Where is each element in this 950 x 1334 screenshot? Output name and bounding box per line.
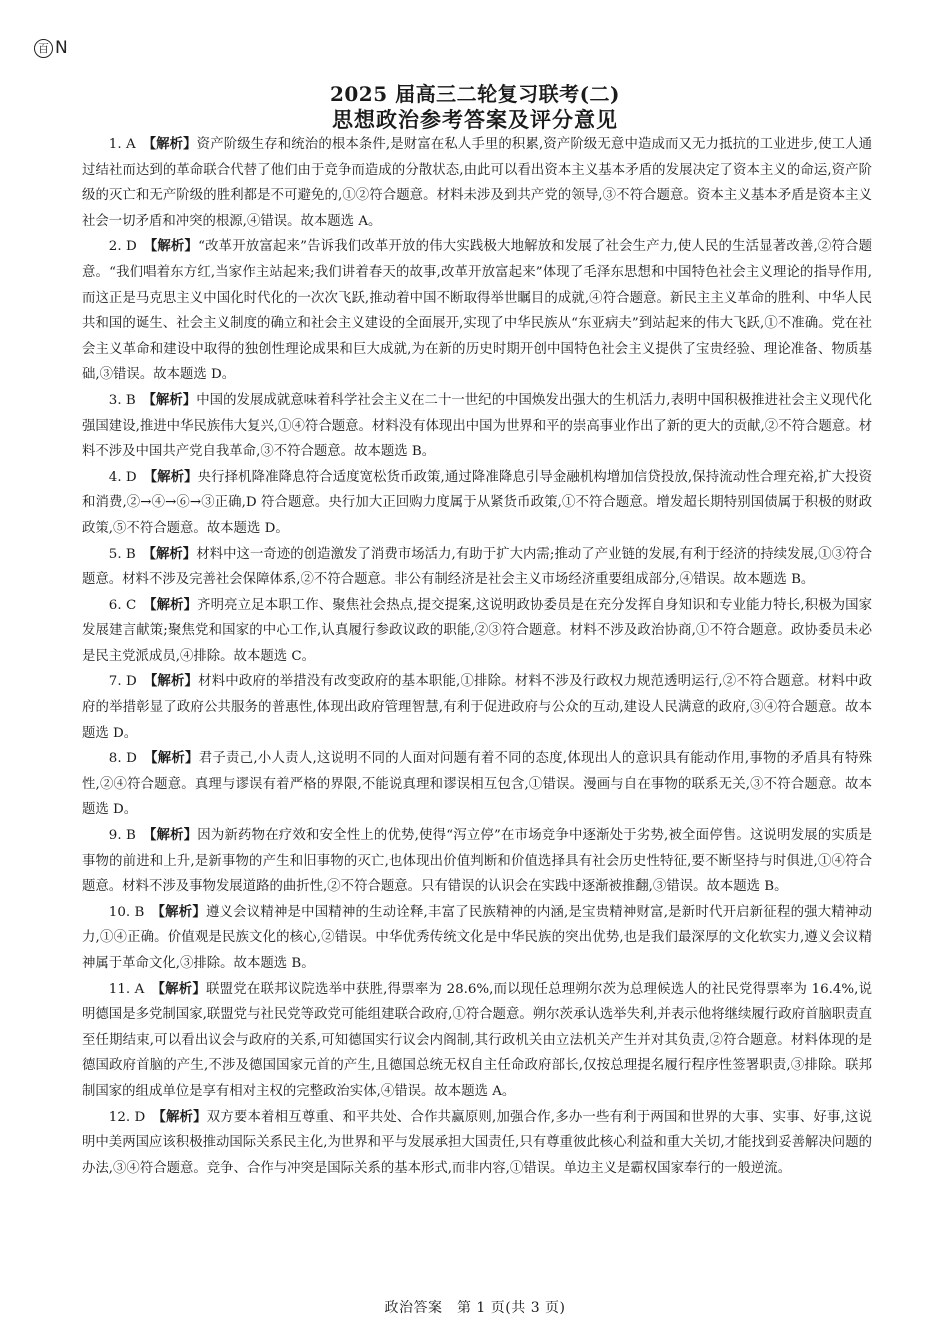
answer-list bbox=[82, 132, 872, 1181]
analysis-tag: 【解析】 bbox=[149, 827, 198, 844]
analysis-tag: 【解析】 bbox=[150, 468, 198, 485]
analysis-tag: 【解析】 bbox=[159, 1108, 207, 1125]
answer-text: 齐明亮立足本职工作、聚焦社会热点,提交提案,这说明政协委员是在充分发挥自身知识和专业能力特长,积极为国家发展建言献策;聚焦党和国家的中心工作,认真履行参政议政的职能,②③符合题意。材料不涉及政治协商,①不符合题意。政协委员未必是民主党派成员,④排除。故本题选 C。 bbox=[82, 597, 872, 664]
page-title: 2025 届高三二轮复习联考(二) bbox=[329, 82, 621, 106]
analysis-tag: 【解析】 bbox=[158, 903, 206, 920]
answer-text: 联盟党在联邦议院选举中获胜,得票率为 28.6%,而以现任总理朔尔茨为总理候选人的社民党得票率为 16.4%,说明德国是多党制国家,联盟党与社民党等政党可能组建联合政府,①符合题意。朔尔茨承认选举失利,并表示他将继续履行政府首脑职责直至任期结束,可以看出议会与政府的关系,可知德国实行议会内阁制,其行政机关由立法机关产生并对其负责,②符合题意。材料体现的是德国政府首脑的产生,不涉及德国国家元首的产生,且德国总统无权自主任命政府部长,仅按总理提名履行程序性签署职责,③排除。联邦制国家的组成单位是享有相对主权的完整政治实体,④错误。故本题选 A。 bbox=[82, 981, 872, 1099]
corner-letter: N bbox=[55, 38, 68, 58]
analysis-tag: 【解析】 bbox=[149, 391, 197, 408]
answer-text: 双方要本着相互尊重、和平共处、合作共赢原则,加强合作,多办一些有利于两国和世界的大事、实事、好事,这说明中美两国应该积极推动国际关系民主化,为世界和平与发展承担大国责任,只有尊重彼此核心利益和重大关切,才能找到妥善解决问题的办法,③④符合题意。竞争、合作与冲突是国际关系的基本形式,而非内容,①错误。单边主义是霸权国家奉行的一般逆流。 bbox=[82, 1109, 872, 1176]
circled-logo-icon: 百 bbox=[34, 39, 53, 58]
answer-label: 2. D bbox=[108, 239, 137, 255]
analysis-tag: 【解析】 bbox=[149, 545, 197, 562]
answer-item bbox=[82, 388, 872, 465]
answer-item bbox=[82, 900, 872, 977]
analysis-tag: 【解析】 bbox=[150, 238, 199, 255]
answer-label: 11. A bbox=[108, 981, 145, 997]
page-subtitle: 思想政治参考答案及评分意见 bbox=[332, 107, 618, 132]
answer-item bbox=[82, 542, 872, 593]
answer-item bbox=[82, 465, 872, 542]
answer-item bbox=[82, 823, 872, 900]
answer-text: 中国的发展成就意味着科学社会主义在二十一世纪的中国焕发出强大的生机活力,表明中国积极推进社会主义现代化强国建设,推进中华民族伟大复兴,①④符合题意。材料没有体现出中国为世界和平的崇高事业作出了新的更大的贡献,②不符合题意。材料不涉及中国共产党自我革命,③不符合题意。故本题选 B。 bbox=[82, 392, 873, 460]
answer-label: 12. D bbox=[108, 1109, 146, 1125]
answer-label: 8. D bbox=[108, 751, 137, 767]
answer-text: “改革开放富起来”告诉我们改革开放的伟大实践极大地解放和发展了社会生产力,使人民的生活显著改善,②符合题意。“我们唱着东方红,当家作主站起来;我们讲着春天的故事,改革开放富起来”体现了毛泽东思想和中国特色社会主义理论的指导作用,而这正是马克思主义中国化时代化的一次次飞跃,推动着中国不断取得举世瞩目的成就,④符合题意。新民主主义革命的胜利、中华人民共和国的诞生、社会主义制度的确立和社会主义建设的全面展开,实现了中华民族从“东亚病夫”到站起来的伟大飞跃,①不准确。党在社会主义革命和建设中取得的独创性理论成果和巨大成就,为在新的历史时期开创中国特色社会主义提供了宝贵经验、理论准备、物质基础,③错误。故本题选 D。 bbox=[82, 239, 873, 383]
answer-item bbox=[82, 593, 872, 670]
answer-label: 4. D bbox=[108, 469, 137, 485]
answer-item bbox=[82, 234, 872, 388]
answer-item bbox=[82, 1105, 872, 1182]
answer-item bbox=[82, 132, 872, 234]
answer-text: 材料中政府的举措没有改变政府的基本职能,①排除。材料不涉及行政权力规范透明运行,②不符合题意。材料中政府的举措彰显了政府公共服务的普惠性,体现出政府管理智慧,有利于促进政府与公众的互动,建设人民满意的政府,③④符合题意。故本题选 D。 bbox=[82, 674, 872, 741]
analysis-tag: 【解析】 bbox=[150, 750, 199, 767]
page-footer: 政治答案 第 1 页(共 3 页) bbox=[384, 1300, 566, 1316]
answer-item bbox=[82, 669, 872, 746]
analysis-tag: 【解析】 bbox=[149, 596, 198, 613]
answer-label: 6. C bbox=[108, 597, 137, 613]
answer-label: 10. B bbox=[108, 904, 145, 920]
answer-label: 7. D bbox=[108, 674, 137, 690]
analysis-tag: 【解析】 bbox=[158, 980, 206, 997]
corner-mark bbox=[34, 38, 68, 58]
answer-item bbox=[82, 746, 872, 823]
answer-text: 遵义会议精神是中国精神的生动诠释,丰富了民族精神的内涵,是宝贵精神财富,是新时代开启新征程的强大精神动力,①④正确。价值观是民族文化的核心,②错误。中华优秀传统文化是中华民族的突出优势,也是我们最深厚的文化软实力,遵义会议精神属于革命文化,③排除。故本题选 B。 bbox=[82, 904, 872, 971]
answer-item bbox=[82, 977, 872, 1105]
answer-text: 央行择机降准降息符合适度宽松货币政策,通过降准降息引导金融机构增加信贷投放,保持流动性合理充裕,扩大投资和消费,②→④→⑥→③正确,D 符合题意。央行加大正回购力度属于从紧货币政策,①不符合题意。增发超长期特别国债属于积极的财政政策,⑤不符合题意。故本题选 D。 bbox=[82, 469, 872, 536]
answer-text: 资产阶级生存和统治的根本条件,是财富在私人手里的积累,资产阶级无意中造成而又无力抵抗的工业进步,使工人通过结社而达到的革命联合代替了他们由于竞争而造成的分散状态,由此可以看出资本主义基本矛盾的发展决定了资本主义的命运,资产阶级的灭亡和无产阶级的胜利都是不可避免的,①②符合题意。材料未涉及到共产党的领导,③不符合题意。资本主义基本矛盾是资本主义社会一切矛盾和冲突的根源,④错误。故本题选 A。 bbox=[82, 137, 873, 229]
answer-text: 因为新药物在疗效和安全性上的优势,使得“泻立停”在市场竞争中逐渐处于劣势,被全面停售。这说明发展的实质是事物的前进和上升,是新事物的产生和旧事物的灭亡,也体现出价值判断和价值选择具有社会历史性特征,要不断坚持与时俱进,①④符合题意。材料不涉及事物发展道路的曲折性,②不符合题意。只有错误的认识会在实践中逐渐被推翻,③错误。故本题选 B。 bbox=[82, 828, 873, 895]
answer-text: 材料中这一奇迹的创造激发了消费市场活力,有助于扩大内需;推动了产业链的发展,有利于经济的持续发展,①③符合题意。材料不涉及完善社会保障体系,②不符合题意。非公有制经济是社会主义市场经济重要组成部分,④错误。故本题选 B。 bbox=[82, 546, 872, 588]
answer-label: 9. B bbox=[108, 828, 136, 844]
answer-label: 5. B bbox=[108, 546, 136, 562]
analysis-tag: 【解析】 bbox=[150, 673, 199, 690]
analysis-tag: 【解析】 bbox=[149, 136, 197, 152]
answer-text: 君子责己,小人责人,这说明不同的人面对问题有着不同的态度,体现出人的意识具有能动作用,事物的矛盾具有特殊性,②④符合题意。真理与谬误有着严格的界限,不能说真理和谬误相互包含,①错误。漫画与自在事物的联系无关,③不符合题意。故本题选 D。 bbox=[82, 751, 872, 818]
answer-label: 3. B bbox=[108, 392, 136, 408]
answer-label: 1. A bbox=[108, 137, 136, 152]
